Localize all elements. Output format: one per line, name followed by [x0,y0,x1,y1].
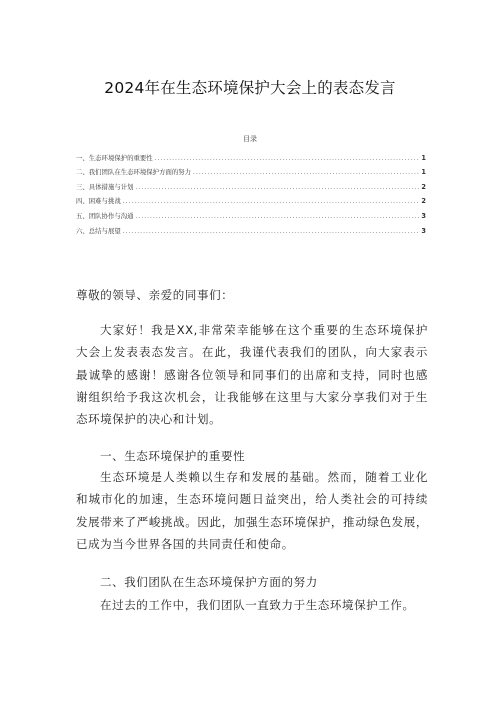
paragraph-line: 大家好！我是XX,非常荣幸能够在这个重要的生态环境保护 [100,323,428,337]
paragraph-line: 谢组织给予我这次机会，让我能够在这里与大家分享我们对于生 [76,389,428,404]
toc-leader-dots [123,229,420,235]
toc-entry[interactable] [76,176,426,191]
toc-entry[interactable] [76,191,426,206]
toc-entry-label: 三、具体措施与计划 [76,182,134,191]
salutation: 尊敬的领导、亲爱的同事们： [76,288,234,302]
toc-entry-page: 2 [421,182,426,191]
toc-entry-label: 二、我们团队在生态环境保护方面的努力 [76,168,192,177]
toc-leader-dots [193,170,419,176]
toc-entry-label: 六、总结与展望 [76,226,121,235]
paragraph-line: 态环境保护的决心和计划。 [76,412,222,427]
toc-entry-page: 1 [421,153,426,162]
intro-paragraph [76,319,428,430]
toc-leader-dots [136,214,420,220]
toc-leader-dots [136,185,420,191]
section-heading: 二、我们团队在生态环境保护方面的努力 [100,575,318,589]
toc-entry-page: 3 [421,211,426,220]
paragraph-line: 已成为当今世界各国的共同责任和使命。 [76,536,294,551]
table-of-contents [76,147,426,235]
toc-entry[interactable] [76,147,426,162]
toc-entry-label: 四、困难与挑战 [76,197,121,206]
toc-entry[interactable] [76,162,426,177]
document-title: 2024年在生态环境保护大会上的表态发言 [104,79,396,97]
toc-leader-dots [123,199,420,205]
paragraph-line: 发展带来了严峻挑战。因此，加强生态环境保护，推动绿色发展， [76,514,428,529]
toc-entry-page: 1 [421,168,426,177]
toc-heading: 目录 [243,135,257,143]
paragraph-line: 最诚挚的感谢！感谢各位领导和同事们的出席和支持，同时也感 [76,367,428,382]
section-paragraph [76,594,428,616]
paragraph-line: 大会上发表表态发言。在此，我谨代表我们的团队，向大家表示 [76,345,428,360]
paragraph-line: 生态环境是人类赖以生存和发展的基础。然而，随着工业化 [100,470,428,484]
toc-entry-page: 2 [421,197,426,206]
toc-entry-label: 五、团队协作与沟通 [76,211,134,220]
toc-entry[interactable] [76,205,426,220]
toc-entry-page: 3 [421,226,426,235]
paragraph-line: 在过去的工作中，我们团队一直致力于生态环境保护工作。 [100,598,415,612]
section-paragraph [76,466,428,555]
toc-entry[interactable] [76,220,426,235]
paragraph-line: 和城市化的加速，生态环境问题日益突出，给人类社会的可持续 [76,492,428,507]
section-heading: 一、生态环境保护的重要性 [100,449,246,463]
toc-entry-label: 一、生态环境保护的重要性 [76,153,153,162]
toc-leader-dots [155,156,420,162]
